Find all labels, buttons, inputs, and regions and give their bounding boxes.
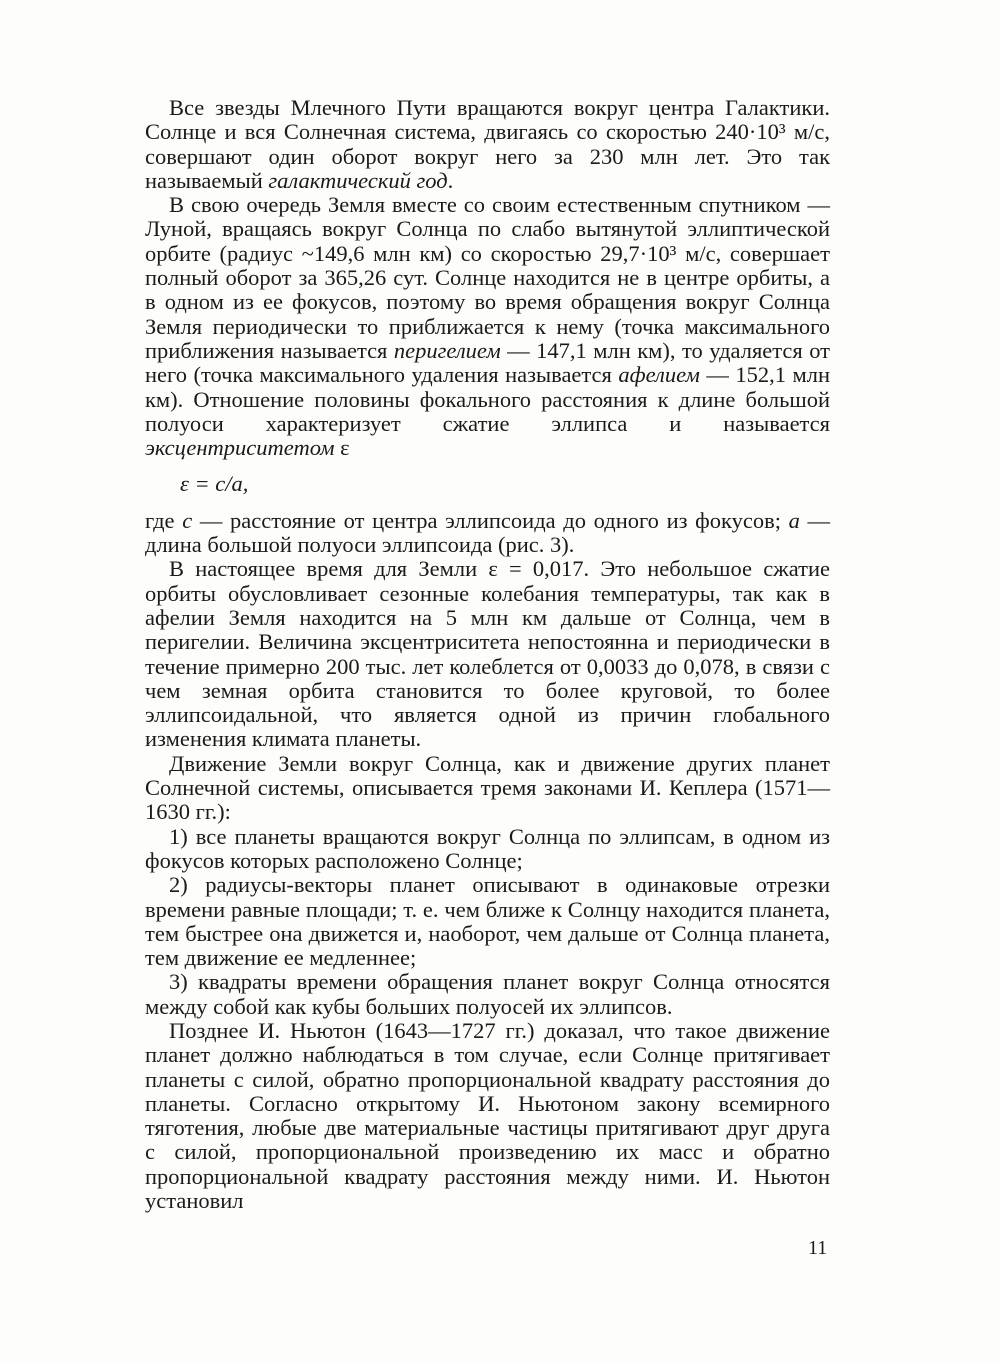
text-run: . (447, 167, 454, 193)
text-run: Позднее И. Ньютон (1643—1727 гг.) доказал, что такое движение планет должно наблюдаться в том случае, если Солнце притягивает планеты с силой, обратно пропорциональной квадрату расстояния до планеты. Согласно открытому И. Ньютоном закону всемирного тяготения, любые две материальные частицы притягивают друг друга с силой, пропорциональной произведению их масс и обратно пропорциональной квадрату расстояния между ними. И. Ньютон установил (145, 1017, 830, 1214)
text-run: Движение Земли вокруг Солнца, как и движение других планет Солнечной системы, описывается тремя законами И. Кеплера (1571—1630 гг.): (145, 750, 830, 825)
italic-term: c (182, 507, 193, 533)
paragraph (145, 873, 830, 970)
text-run: — длина большой полуоси эллипсоида (рис. 3). (145, 507, 831, 558)
text-run: — 147,1 млн км), то удаляется от него (точка максимального удаления называется (145, 337, 830, 388)
paragraph (145, 509, 830, 558)
paragraph (145, 825, 830, 874)
italic-term: эксцентриситетом (145, 435, 335, 461)
text-run: — 152,1 млн км). Отношение половины фокального расстояния к длине большой полуоси характеризует сжатие эллипса и называется (145, 362, 830, 436)
paragraph (145, 752, 830, 825)
text-run: 2) радиусы-векторы планет описывают в одинаковые отрезки времени равные площади; т. е. чем ближе к Солнцу находится планета, тем быстрее она движется и, наоборот, чем дальше от Солнца планета, тем движение ее медленнее; (145, 872, 830, 971)
paragraph (145, 193, 830, 460)
text-run: В настоящее время для Земли ε = 0,017. Это небольшое сжатие орбиты обусловливает сезонные колебания температуры, так как в афелии Земля находится на 5 млн км дальше от Солнца, чем в перигелии. Величина эксцентриситета непостоянна и периодически в течение примерно 200 тыс. лет колеблется от 0,0033 до 0,078, в связи с чем земная орбита становится то более круговой, то более эллипсоидальной, что является одной из причин глобального изменения климата планеты. (145, 556, 830, 752)
paragraph (145, 970, 830, 1019)
text-run: где (145, 507, 183, 533)
text-run: В свою очередь Земля вместе со своим естественным спутником — Луной, вращаясь вокруг Солнца по слабо вытянутой эллиптической орбите (радиус ~149,6 млн км) со скоростью 29,7·10³ м/с, совершает полный оборот за 365,26 сут. Солнце находится не в центре орбиты, а в одном из ее фокусов, поэтому во время обращения вокруг Солнца Земля периодически то приближается к нему (точка максимального приближения называется (145, 192, 830, 363)
text-run: ε (334, 435, 350, 461)
italic-term: галактический год (268, 167, 448, 193)
paragraph (145, 96, 830, 193)
paragraph (145, 557, 830, 751)
italic-term: перигелием (393, 337, 501, 363)
italic-term: a (788, 507, 800, 533)
text-run: 3) квадраты времени обращения планет вокруг Солнца относятся между собой как кубы больших полуосей их эллипсов. (145, 969, 830, 1019)
formula: ε = c/a, (180, 471, 249, 497)
body-text (145, 96, 830, 1213)
text-run: Все звезды Млечного Пути вращаются вокруг центра Галактики. Солнце и вся Солнечная система, двигаясь со скоростью 240·10³ м/с, совершают один оборот вокруг него за 230 млн лет. Это так называемый (145, 95, 830, 193)
text-run: 1) все планеты вращаются вокруг Солнца по эллипсам, в одном из фокусов которых расположено Солнце; (145, 823, 830, 873)
text-run: — расстояние от центра эллипсоида до одного из фокусов; (192, 507, 789, 533)
page-number: 11 (808, 1237, 828, 1259)
italic-term: афелием (618, 362, 700, 388)
paragraph (145, 1019, 830, 1213)
